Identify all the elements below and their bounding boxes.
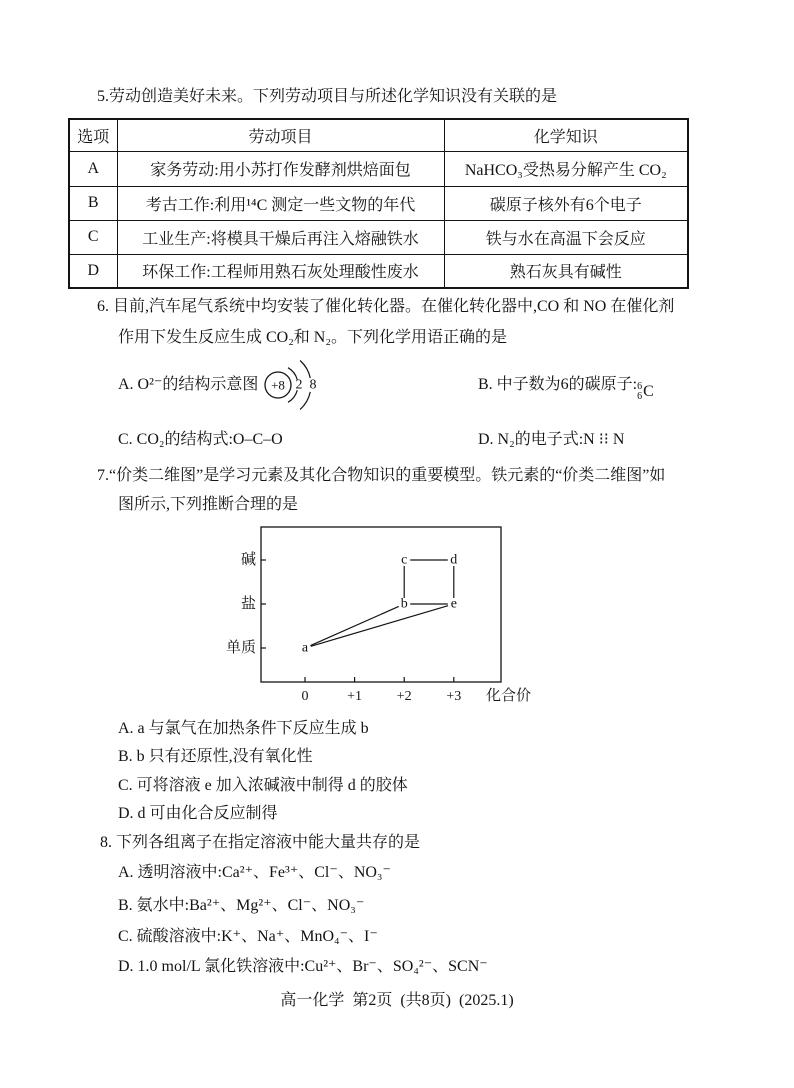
table-cell-option: A [69,151,117,186]
question-7-stem-line-1: 7.“价类二维图”是学习元素及其化合物知识的重要模型。铁元素的“价类二维图”如 [97,467,666,484]
table-cell-knowledge: 熟石灰具有碱性 [444,254,688,288]
table-cell-knowledge: 铁与水在高温下会反应 [444,220,688,254]
question-8-option-c: C. 硫酸溶液中:K⁺、Na⁺、MnO₄⁻、I⁻ [118,928,378,945]
point-c: c [401,552,408,568]
question-6-option-d: D. N₂的电子式:N ⁝⁝ N [478,431,625,448]
question-8-option-a: A. 透明溶液中:Ca²⁺、Fe³⁺、Cl⁻、NO₃⁻ [118,864,391,881]
table-cell-labor: 家务劳动:用小苏打作发酵剂烘焙面包 [117,151,444,186]
point-b: b [400,596,408,612]
table-cell-option: B [69,186,117,220]
x-tick-label: +2 [396,689,412,704]
table-header-row [69,119,688,151]
electron-shell-arc [300,361,310,379]
y-category-label: 碱 [240,552,256,568]
edge-a-e [311,606,448,647]
question-8-option-d: D. 1.0 mol/L 氯化铁溶液中:Cu²⁺、Br⁻、SO₄²⁻、SCN⁻ [118,958,488,975]
table-cell-knowledge: NaHCO₃受热易分解产生 CO₂ [444,151,688,186]
question-6-option-c: C. CO₂的结构式:O–C–O [118,431,283,448]
y-category-label: 盐 [240,596,256,612]
question-7-option-d: D. d 可由化合反应制得 [118,805,278,822]
element-symbol: C [643,383,654,400]
option-b-text: B. 中子数为6的碳原子: [478,376,638,393]
x-axis-label: 化合价 [486,688,532,704]
table-row [69,151,688,186]
mass-number: 6 [637,381,643,392]
point-d: d [450,552,458,568]
table-header-labor: 劳动项目 [117,119,444,151]
electron-shell-arc [300,392,310,410]
table-row [69,186,688,220]
question-6-option-a: A. O²⁻的结构示意图 [118,376,259,393]
table-header-knowledge: 化学知识 [444,119,688,151]
table-cell-labor: 工业生产:将模具干燥后再注入熔融铁水 [117,220,444,254]
question-6-stem-line-1: 6. 目前,汽车尾气系统中均安装了催化转化器。在催化转化器中,CO 和 NO 在催化剂 [97,298,675,315]
question-6-option-b [478,374,654,403]
question-7-option-c: C. 可将溶液 e 加入浓碱液中制得 d 的胶体 [118,777,408,794]
nucleus-charge: +8 [271,377,285,393]
point-a: a [301,640,309,656]
shell-2-electron-count: 8 [309,377,317,393]
iron-valence-class-chart [220,515,540,710]
question-6-stem-line-2: 作用下发生反应生成 CO₂和 N₂。下列化学用语正确的是 [118,329,507,346]
x-tick-label: +3 [446,689,462,704]
edge-a-b [310,606,398,645]
y-category-label: 单质 [225,640,256,656]
table-row [69,254,688,288]
table-cell-labor: 环保工作:工程师用熟石灰处理酸性废水 [117,254,444,288]
chart-frame [261,527,501,682]
question-8-option-b: B. 氨水中:Ba²⁺、Mg²⁺、Cl⁻、NO₃⁻ [118,897,365,914]
table-cell-knowledge: 碳原子核外有6个电子 [444,186,688,220]
x-tick-label: +1 [347,689,363,704]
question-7-option-a: A. a 与氯气在加热条件下反应生成 b [118,720,369,737]
point-e: e [450,596,457,612]
x-tick-label: 0 [301,689,309,704]
question-7-stem-line-2: 图所示,下列推断合理的是 [118,496,299,513]
page-footer: 高一化学 第2页 (共8页) (2025.1) [280,992,514,1009]
shell-1-electron-count: 2 [295,377,303,393]
table-cell-option: D [69,254,117,288]
table-row [69,220,688,254]
atomic-number: 6 [637,391,643,402]
nuclide-numbers [637,382,642,402]
question-5-stem: 5.劳动创造美好未来。下列劳动项目与所述化学知识没有关联的是 [97,88,558,105]
table-cell-option: C [69,220,117,254]
table-cell-labor: 考古工作:利用¹⁴C 测定一些文物的年代 [117,186,444,220]
labor-chemistry-table [68,118,689,289]
table-header-option: 选项 [69,119,117,151]
carbon-nuclide-notation [637,381,654,403]
question-7-option-b: B. b 只有还原性,没有氧化性 [118,748,313,765]
oxide-ion-structure-diagram [262,358,322,414]
question-8-stem: 8. 下列各组离子在指定溶液中能大量共存的是 [100,834,421,851]
